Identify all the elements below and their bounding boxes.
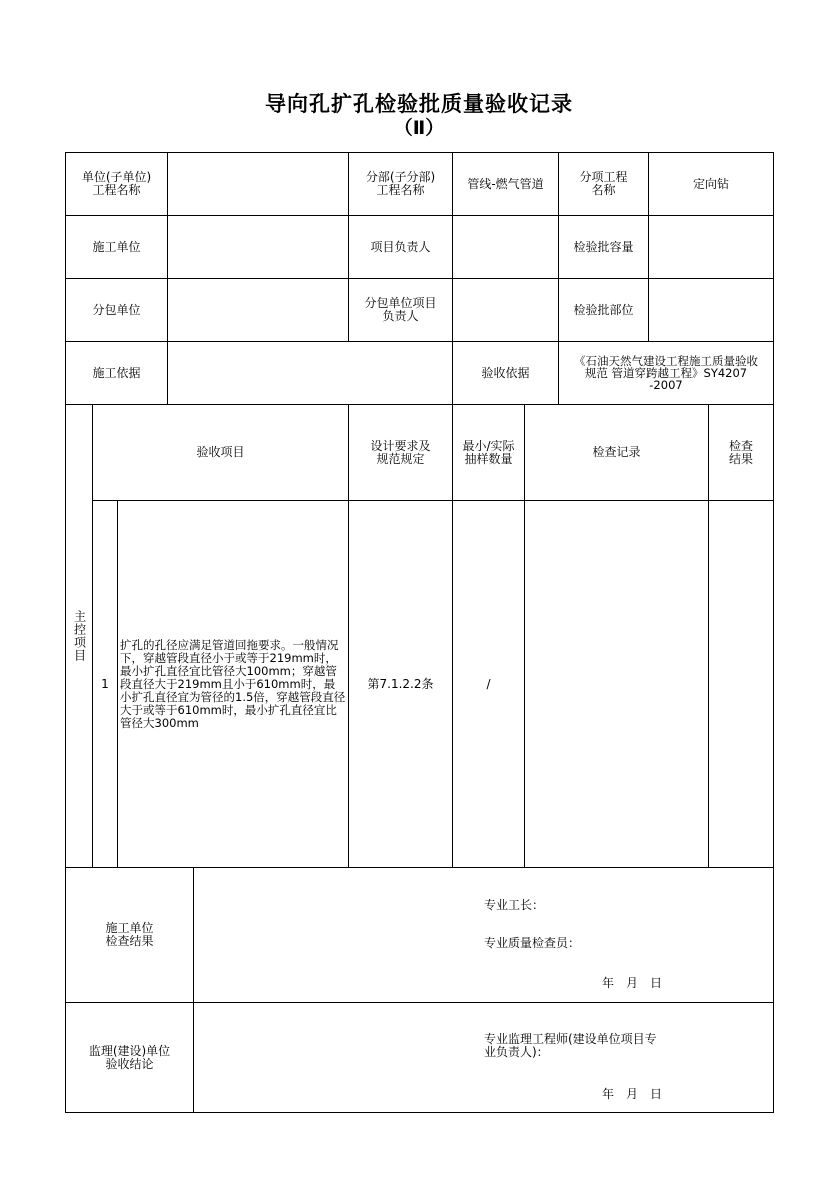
sub-division-label: 分部(子分部) 工程名称 xyxy=(365,170,436,197)
column-header-item: 验收项目 xyxy=(196,445,245,459)
batch-location-label: 检验批部位 xyxy=(573,302,634,317)
foreman-signature-label: 专业工长： xyxy=(484,898,545,912)
column-header-record: 检查记录 xyxy=(592,445,641,459)
column-header-sample: 最小/实际 抽样数量 xyxy=(462,438,515,466)
batch-capacity-label: 检验批容量 xyxy=(573,239,634,254)
item-sample-count: / xyxy=(486,676,491,691)
sub-item-value: 定向钻 xyxy=(692,176,729,191)
construction-unit-label: 施工单位 xyxy=(92,239,141,254)
column-header-design: 设计要求及 规范规定 xyxy=(370,438,431,466)
grid-line xyxy=(65,1112,774,1113)
supervisor-signature-label: 专业监理工程师(建设单位项目专 业负责人)： xyxy=(484,1032,657,1059)
item-design-requirement: 第7.1.2.2条 xyxy=(367,676,434,691)
sub-item-label: 分项工程 名称 xyxy=(579,170,628,197)
item-check-record xyxy=(525,501,708,867)
subcontract-manager-label: 分包单位项目 负责人 xyxy=(364,296,437,323)
unit-name-label: 单位(子单位) 工程名称 xyxy=(81,170,152,197)
acceptance-basis-value: 《石油天然气建设工程施工质量验收 规范 管道穿跨越工程》SY4207 -2007 xyxy=(574,354,758,392)
sub-division-value: 管线-燃气管道 xyxy=(467,176,544,191)
project-manager-label: 项目负责人 xyxy=(370,239,431,254)
item-check-result xyxy=(709,501,773,867)
grid-line xyxy=(773,152,774,1113)
acceptance-basis-label: 验收依据 xyxy=(481,365,530,380)
construction-check-label: 施工单位 检查结果 xyxy=(105,921,154,948)
group-label-main-control xyxy=(66,405,92,867)
document-subtitle: （Ⅱ） xyxy=(393,117,445,139)
group-label-text: 主控项目 xyxy=(72,610,87,662)
quality-inspector-signature-label: 专业质量检查员： xyxy=(484,936,581,950)
subcontract-unit-label: 分包单位 xyxy=(92,302,141,317)
item-number: 1 xyxy=(101,676,109,691)
construction-basis-label: 施工依据 xyxy=(92,365,141,380)
document-title: 导向孔扩孔检验批质量验收记录 xyxy=(265,92,573,116)
item-description: 扩孔的孔径应满足管道回拖要求。一般情况下，穿越管段直径小于或等于219mm时，最小扩孔直径宜比管径大100mm；穿越管段直径大于219mm且小于610mm时，最小扩孔直径宜为管径的1.5倍，穿越管段直径大于或等于610mm时，最小扩孔直径宜比管径大300mm xyxy=(120,637,346,730)
supervision-date: 年 月 日 xyxy=(602,1087,663,1101)
unit-name-value xyxy=(168,153,348,215)
column-header-result: 检查 结果 xyxy=(728,438,753,466)
grid-line xyxy=(193,867,194,1113)
construction-check-date: 年 月 日 xyxy=(602,976,663,990)
supervision-conclusion-label: 监理(建设)单位 验收结论 xyxy=(88,1043,171,1071)
